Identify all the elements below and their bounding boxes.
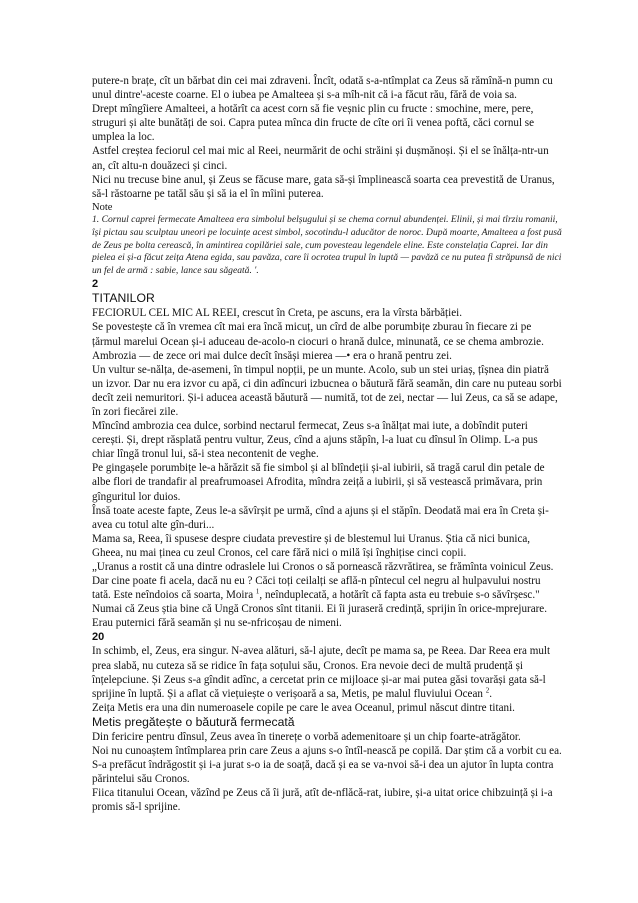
paragraph: Drept mîngîiere Amalteei, a hotărît ca acest corn să fie veșnic plin cu fructe : smochine, mere, pere, struguri și alte bunătăți de soi. Capra putea mînca din fructe de cîte ori îi venea poftă, căci cornul se umplea la loc. [92,103,535,144]
paragraph: Numai că Zeus știa bine că Ungă Cronos sînt titanii. Ei îi juraseră credință, sprijin în orice-mprejurare. Erau puternici fără seamăn și nu se-nfricoșau de nimeni. [92,603,548,630]
page-number: 2 [92,278,99,291]
section-heading: TITANILOR [92,291,155,306]
paragraph: Un vultur se-nălța, de-asemeni, în timpul nopții, pe un munte. Acolo, sub un stei uriaș, țîșnea din piatră un izvor. Dar nu era izvor cu apă, ci din adîncuri izbucnea o băutură fără seamăn, din care nu puteau sorbi decît zeii nemuritori. Și-i aducea această băutură — numită, tot de zei, nectar — lui Zeus, ca să se adape, în zori fiecărei zile. [92,363,562,418]
document-page [92,74,562,815]
paragraph: Fiica titanului Ocean, văzînd pe Zeus că îi jură, atît de-nflăcă-rat, iubire, și-a uitat orice chibzuință și i-a promis să-l sprijine. [92,787,553,814]
paragraph: putere-n brațe, cît un bărbat din cei mai zdraveni. Încît, odată s-a-ntîmplat ca Zeus să rămînă-n pumn cu unul dintre'-aceste coarne. El o iubea pe Amalteea și s-a mîh-nit că i-a făcut rău, fără de voia sa. [92,75,553,102]
footnote-ref: 2 [485,686,490,695]
paragraph: Pe gingașele porumbițe le-a hărăzit să fie simbol și al blîndeții și-al iubirii, să tragă carul din petale de albe flori de trandafir al preafrumoasei Afrodita, mîndra zeiță a iubirii, și să vestească primăvara, prin gînguritul lor duios. [92,462,545,503]
page-number: 20 [92,631,105,644]
paragraph-text: „Uranus a rostit că una dintre odraslele lui Cronos o să pornească răzvrătirea, se frămînta voinicul Zeus. Dar cine poate fi acela, dacă nu eu ? Căci toți ceilalți se află-n pîntecul cel negru al hulpavului nostru tată. Este neîndoios că soarta, Moira [92,561,554,602]
notes-label: Note [92,201,113,213]
paragraph [92,644,562,700]
footnote-ref: 1 [255,587,260,596]
paragraph-text: , neînduplecată, a hotărît că fapta asta eu trebuie s-o săvîrșesc." [259,589,540,602]
paragraph: Se povestește că în vremea cît mai era încă micuț, un cîrd de albe porumbițe zburau în fiecare zi pe țărmul marelui Ocean și-i aduceau de-acolo-n ciocuri o hrană dulce, minunată, ce se chema ambrozie. [92,321,544,348]
paragraph: Noi nu cunoaștem întîmplarea prin care Zeus a ajuns s-o întîl-nească pe copilă. Dar știm că a vorbit cu ea. S-a prefăcut îndrăgostit și i-a jurat s-o ia de soață, dacă și ea se va-nvoi să-i dea un ajutor în lupta contra părintelui său Cronos. [92,745,562,786]
paragraph [92,560,562,602]
paragraph: Însă toate aceste fapte, Zeus le-a săvîrșit pe urmă, cînd a ajuns și el stăpîn. Deodată mai era în Creta și-avea cu totul alte gîn-duri... [92,504,549,531]
paragraph: FECIORUL CEL MIC AL REEI, crescut în Creta, pe ascuns, era la vîrsta bărbăției. [92,307,462,320]
paragraph-text: . [489,687,492,700]
paragraph-text: In schimb, el, Zeus, era singur. N-avea alături, să-l ajute, decît pe mama sa, pe Reea. Dar Reea era mult prea slabă, nu cuteza să se ridice în fața soțului său, Cronos. Era nevoie deci de multă prudență și înțelepciune. Și Zeus s-a gîndit adînc, a cercetat prin ce mijloace și-ar mai putea găsi tovarăși gata să-l sprijine în luptă. Și a aflat că viețuiește o verișoară a sa, Metis, pe malul fluviului Ocean [92,645,551,700]
paragraph: Mîncînd ambrozia cea dulce, sorbind nectarul fermecat, Zeus s-a înălțat mai iute, a dobîndit puteri cerești. Și, drept răsplată pentru vultur, Zeus, cînd a ajuns stăpîn, l-a luat cu dînsul în Olimp. L-a pus chiar lîngă tronul lui, să-i stea necontenit de veghe. [92,420,538,461]
paragraph: Nici nu trecuse bine anul, și Zeus se făcuse mare, gata să-și împlinească soarta cea prevestită de Uranus, să-l răstoarne pe tatăl său și să ia el în mîini puterea. [92,173,555,200]
section-heading: Metis pregătește o băutură fermecată [92,714,295,729]
paragraph: Astfel creștea feciorul cel mai mic al Reei, neurmărit de ochi străini și dușmănoși. Și el se înălța-ntr-un an, cît altu-n douăzeci și cinci. [92,145,549,172]
paragraph: Zeița Metis era una din numeroasele copile pe care le avea Oceanul, primul născut dintre titani. [92,701,515,714]
paragraph: Ambrozia — de zece ori mai dulce decît însăși mierea —• era o hrană pentru zei. [92,349,452,362]
paragraph: Din fericire pentru dînsul, Zeus avea în tinerețe o vorbă ademenitoare și un chip foarte-atrăgător. [92,730,521,743]
footnote: 1. Cornul caprei fermecate Amalteea era simbolul belșugului și se chema cornul abundenței. Elinii, și mai tîrziu romanii, își pictau sau sculptau uneori pe locuințe acest simbol, socotindu-l aducător de noroc. După moarte, Amalteea a fost pusă de Zeus pe bolta cerească, în amintirea copilăriei sale, cum povesteau legendele eline. Este constelația Caprei. Iar din pielea ei și-a făcut zeița Atena egida, sau pavăza, care îi ocrotea trupul în luptă — pavăză ce nu putea fi străpunsă de nici un fel de armă : sabie, lance sau săgeată. '. [92,214,562,276]
paragraph: Mama sa, Reea, îi spusese despre ciudata prevestire și de blestemul lui Uranus. Știa că nici bunica, Gheea, nu mai ținea cu zeul Cronos, cel care fără nici o milă își înghițise cinci copii. [92,532,531,559]
